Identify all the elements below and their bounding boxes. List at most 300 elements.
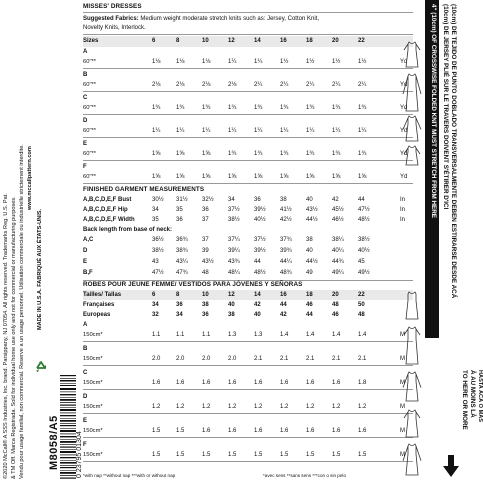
- metric-value: 1.2: [176, 404, 185, 410]
- metric-value: 1.2: [152, 404, 161, 410]
- measure-value: 34: [152, 207, 159, 213]
- yardage-value: 2¼: [306, 82, 315, 88]
- suggested-text-2: Novelty Knits, Interlock.: [83, 25, 146, 31]
- yardage-value: 1¾: [152, 105, 161, 111]
- metric-value: 1.4: [280, 332, 289, 338]
- yardage-chart: [83, 0, 413, 480]
- size-header: 6: [152, 38, 156, 44]
- dress-sketch-icon: [401, 290, 423, 320]
- metric-size: 12: [228, 292, 235, 298]
- unit-label: Yd: [400, 105, 408, 111]
- hasta-text: HASTA ACÁ O MÁS: [477, 370, 483, 422]
- metric-value: 1.6: [280, 428, 289, 434]
- yardage-value: 1⅛: [202, 59, 211, 65]
- yardage-value: 1¾: [176, 105, 185, 111]
- row-divider: [83, 389, 413, 390]
- dress-sketch-icon: [401, 408, 423, 438]
- yardage-value: 1¼: [280, 128, 289, 134]
- finished-title: FINISHED GARMENT MEASUREMENTS: [83, 186, 205, 193]
- metric-size: 10: [202, 292, 209, 298]
- row-divider: [83, 114, 413, 115]
- back-length-value: 43¼: [176, 259, 188, 265]
- suggested-fabrics: [83, 15, 319, 23]
- yardage-value: 2⅛: [176, 82, 185, 88]
- measure-value: 30½: [152, 197, 164, 203]
- footnote-left: *with nap **without nap ***with or without nap: [83, 473, 176, 478]
- au-moins-text: À AU MOINS LÀ: [469, 370, 476, 418]
- yardage-value: 2⅛: [152, 82, 161, 88]
- metric-value: 1.2: [202, 404, 211, 410]
- back-length-value: 44½: [306, 259, 318, 265]
- yardage-value: 1⅝: [280, 174, 289, 180]
- view-label: F: [83, 164, 87, 170]
- unit-label: Yd: [400, 128, 408, 134]
- yardage-value: 1½: [306, 59, 315, 65]
- website-text: www.mccallpattern.com: [27, 146, 33, 210]
- dress-sketch-icon: [401, 370, 423, 402]
- suggested-text: Medium weight moderate stretch knits such as: Jersey, Cotton Knit,: [140, 16, 319, 22]
- metric-view-label: A: [83, 322, 88, 328]
- metric-size: 18: [306, 292, 313, 298]
- metric-size: 34: [176, 312, 183, 318]
- back-length-value: 49: [306, 270, 313, 276]
- measure-value: 40: [306, 197, 313, 203]
- measure-value: 42: [332, 197, 339, 203]
- metric-value: 1.2: [280, 404, 289, 410]
- arrow-down-icon: [443, 455, 459, 477]
- metric-size-label: Tailles/ Tallas: [83, 292, 122, 298]
- back-length-value: 38¾: [176, 248, 188, 254]
- measure-value: 44: [358, 197, 365, 203]
- metric-value: 1.2: [358, 404, 367, 410]
- yardage-value: 2⅛: [202, 82, 211, 88]
- row-divider: [83, 68, 413, 69]
- back-view-label: B,F: [83, 270, 93, 276]
- back-length-value: 37: [202, 237, 209, 243]
- yardage-value: 1½: [358, 59, 367, 65]
- row-divider: [83, 183, 413, 184]
- yardage-value: 2¼: [280, 82, 289, 88]
- unit-label: In: [400, 197, 406, 203]
- measure-value: 31½: [176, 197, 188, 203]
- dress-sketch-icon: [401, 114, 423, 142]
- back-length-value: 48¼: [228, 270, 240, 276]
- metric-size: 46: [306, 302, 313, 308]
- yardage-value: 2¼: [254, 82, 263, 88]
- fabric-width: 60"**: [83, 151, 97, 157]
- barcode: [60, 375, 76, 480]
- stretch-bar-text: 4" (10cm) OF CROSSWISE FOLDED KNIT MUST STRETCH FROM HERE: [430, 4, 437, 218]
- measure-value: 47½: [358, 207, 370, 213]
- dress-sketch-icon: [401, 325, 423, 365]
- fabric-width: 60"**: [83, 105, 97, 111]
- yardage-value: 1½: [280, 59, 289, 65]
- metric-view-label: E: [83, 418, 88, 424]
- row-divider: [83, 160, 413, 161]
- metric-size: 38: [228, 312, 235, 318]
- size-header: 20: [332, 38, 339, 44]
- metric-size: 40: [254, 312, 261, 318]
- back-length-value: 36½: [152, 237, 164, 243]
- dress-sketch-icon: [401, 72, 423, 112]
- yardage-value: 1¼: [332, 128, 341, 134]
- dress-sketch-icon: [401, 144, 423, 166]
- fabric-width: 60"**: [83, 59, 97, 65]
- yardage-value: 1⅛: [152, 59, 161, 65]
- back-length-value: 38½: [358, 237, 370, 243]
- metric-size: 6: [152, 292, 156, 298]
- yardage-value: 1¼: [254, 128, 263, 134]
- unit-label: Yd: [400, 174, 408, 180]
- back-view-label: E: [83, 259, 88, 265]
- yardage-value: 1¾: [332, 105, 341, 111]
- yardage-value: 1¼: [254, 59, 263, 65]
- unit-label: Yd: [400, 151, 408, 157]
- back-length-value: 47¾: [176, 270, 188, 276]
- yardage-value: 1⅝: [176, 174, 185, 180]
- metric-value: 1.3: [254, 332, 263, 338]
- yardage-value: 1⅝: [202, 174, 211, 180]
- metric-value: 2.0: [152, 356, 161, 362]
- metric-size: 34: [152, 302, 159, 308]
- back-length-value: 44¼: [280, 259, 292, 265]
- metric-value: 1.5: [228, 452, 237, 458]
- metric-value: 1.4: [306, 332, 315, 338]
- metric-size: 22: [358, 292, 365, 298]
- unit-label: In: [400, 207, 406, 213]
- back-length-value: 48: [202, 270, 209, 276]
- metric-value: 1.8: [358, 380, 367, 386]
- recycle-icon: [33, 360, 49, 376]
- measure-value: 46½: [332, 217, 344, 223]
- fabric-width: 60"**: [83, 174, 97, 180]
- metric-value: 1.4: [332, 332, 341, 338]
- metric-value: 2.0: [202, 356, 211, 362]
- back-length-value: 37¼: [228, 237, 240, 243]
- metric-size: 36: [176, 302, 183, 308]
- unit-label: M: [400, 356, 405, 362]
- size-header: 16: [280, 38, 287, 44]
- yardage-value: 1¼: [358, 128, 367, 134]
- metric-value: 1.5: [280, 452, 289, 458]
- back-length-value: 37½: [254, 237, 266, 243]
- back-length-value: 40½: [358, 248, 370, 254]
- metric-value: 2.0: [176, 356, 185, 362]
- back-length-value: 43: [152, 259, 159, 265]
- metric-value: 1.5: [332, 452, 341, 458]
- metric-value: 1.6: [176, 380, 185, 386]
- metric-value: 1.5: [152, 428, 161, 434]
- yardage-value: 1⅝: [152, 174, 161, 180]
- to-here-text: TO HERE OR MORE: [461, 370, 468, 430]
- metric-value: 1.1: [176, 332, 185, 338]
- metric-width: 150cm*: [83, 452, 103, 458]
- metric-title: ROBES POUR JEUNE FEMME/ VESTIDOS PARA JÓVENES Y SEÑORAS: [83, 281, 303, 288]
- metric-value: 1.2: [332, 404, 341, 410]
- metric-value: 2.1: [358, 356, 367, 362]
- back-length-value: 48¾: [280, 270, 292, 276]
- back-length-value: 43¾: [228, 259, 240, 265]
- yardage-value: 1⅝: [202, 151, 211, 157]
- unit-label: Yd: [400, 59, 408, 65]
- measure-value: 35: [176, 207, 183, 213]
- made-in-text: MADE IN U.S.A. FABRIQUÉ AUX ÉTATS-UNIS.: [37, 208, 43, 330]
- unit-label: M: [400, 428, 405, 434]
- yardage-value: 1¾: [228, 105, 237, 111]
- metric-value: 1.2: [306, 404, 315, 410]
- yardage-value: 2¼: [358, 82, 367, 88]
- yardage-value: 1¾: [228, 151, 237, 157]
- metric-width: 150cm*: [83, 380, 103, 386]
- metric-view-label: C: [83, 370, 88, 376]
- metric-size: 32: [152, 312, 159, 318]
- row-divider: [83, 341, 413, 342]
- row-divider: [83, 437, 413, 438]
- metric-size: 42: [280, 312, 287, 318]
- metric-value: 2.1: [306, 356, 315, 362]
- metric-size: 50: [358, 302, 365, 308]
- back-length-value: 48½: [254, 270, 266, 276]
- back-length-value: 49½: [358, 270, 370, 276]
- dress-sketch-icon: [401, 442, 423, 476]
- back-length-value: 38½: [152, 248, 164, 254]
- size-header: 8: [176, 38, 180, 44]
- unit-label: M: [400, 332, 405, 338]
- back-length-value: 40: [306, 248, 313, 254]
- size-header: 14: [254, 38, 261, 44]
- measure-value: 32½: [202, 197, 214, 203]
- measure-value: 38½: [228, 217, 240, 223]
- metric-value: 1.5: [176, 452, 185, 458]
- copyright-line-3: Vendu pour usage familial, non commercial. Reserve a un usage personnel. Utilisation commerciale ou industrielle strictement interdite.: [19, 144, 25, 479]
- size-header: 22: [358, 38, 365, 44]
- metric-value: 1.6: [280, 380, 289, 386]
- unit-label: M: [400, 404, 405, 410]
- metric-value: 1.4: [358, 332, 367, 338]
- metric-value: 1.6: [202, 428, 211, 434]
- copyright-line-2: & TM Off. Marca Registrada. Sold for individual home use only and not for commercial or manufacturing purposes.: [11, 196, 17, 479]
- yardage-value: 1¾: [358, 105, 367, 111]
- barcode-digits: 0 23795 01304: [76, 431, 83, 478]
- measure-value: 41½: [280, 207, 292, 213]
- yardage-value: 1⅝: [358, 174, 367, 180]
- yardage-value: 1¾: [358, 151, 367, 157]
- yardage-value: 1¼: [228, 128, 237, 134]
- yardage-value: 1¾: [280, 151, 289, 157]
- metric-size: 42: [254, 302, 261, 308]
- measure-value: 36: [176, 217, 183, 223]
- back-length-value: 39¾: [280, 248, 292, 254]
- measure-value: 37½: [228, 207, 240, 213]
- back-view-label: A,C: [83, 237, 94, 243]
- yardage-value: 1⅝: [228, 174, 237, 180]
- unit-label: Yd: [400, 82, 408, 88]
- metric-value: 1.6: [228, 380, 237, 386]
- footnote-right: *avec sens **sans sens ***con o sin pelo: [263, 473, 346, 478]
- measure-value: 48½: [358, 217, 370, 223]
- yardage-value: 1¾: [280, 105, 289, 111]
- metric-size: 48: [358, 312, 365, 318]
- sizes-label: Sizes: [83, 38, 99, 44]
- metric-value: 1.5: [358, 452, 367, 458]
- metric-size-label: Françaises: [83, 302, 115, 308]
- view-label: B: [83, 72, 88, 78]
- measure-label: A,B,C,D,E,F Hip: [83, 207, 128, 213]
- yardage-value: 1¼: [202, 128, 211, 134]
- stretch-fr-text: (10cm) DE JERSEY PLIÉ SUR LE TRAVERS DOIVENT S'ÉTIRER D'ICI: [442, 4, 449, 210]
- metric-size: 48: [332, 302, 339, 308]
- metric-value: 2.0: [228, 356, 237, 362]
- copyright-line-1: ©2020 McCall® A SSS Industries, Inc. brand. Parsippany, NJ 07054. All rights reserved. Trademarks Reg. U.S. Pat.: [3, 193, 9, 479]
- yardage-value: 1¼: [152, 128, 161, 134]
- stretch-es-text: (10cm) DE TEJIDO DE PUNTO DOBLADO TRANSVERSALMENTE DEBEN ESTIRARSE DESDE ACÁ: [450, 4, 457, 299]
- metric-size: 38: [202, 302, 209, 308]
- yardage-value: 1⅝: [306, 174, 315, 180]
- metric-value: 1.6: [202, 380, 211, 386]
- metric-size: 14: [254, 292, 261, 298]
- metric-value: 1.1: [202, 332, 211, 338]
- back-length-value: 37¾: [280, 237, 292, 243]
- yardage-value: 1⅛: [176, 59, 185, 65]
- measure-label: A,B,C,D,E,F Bust: [83, 197, 132, 203]
- back-length-value: 44: [254, 259, 261, 265]
- back-length-value: 38: [306, 237, 313, 243]
- metric-size: 20: [332, 292, 339, 298]
- back-length-value: 40¼: [332, 248, 344, 254]
- yardage-value: 2⅛: [228, 82, 237, 88]
- back-length-value: 49¼: [332, 270, 344, 276]
- metric-value: 2.1: [254, 356, 263, 362]
- yardage-value: 1⅝: [176, 151, 185, 157]
- yardage-value: 1⅝: [152, 151, 161, 157]
- metric-value: 1.3: [228, 332, 237, 338]
- back-length-value: 36¾: [176, 237, 188, 243]
- yardage-value: 1½: [332, 59, 341, 65]
- measure-value: 35: [152, 217, 159, 223]
- yardage-value: 1¾: [254, 151, 263, 157]
- measure-value: 43½: [306, 207, 318, 213]
- yardage-value: 1¾: [306, 105, 315, 111]
- back-length-value: 39: [202, 248, 209, 254]
- metric-size-label: Europeas: [83, 312, 111, 318]
- metric-value: 1.6: [332, 428, 341, 434]
- unit-label: M: [400, 380, 405, 386]
- yardage-value: 1¼: [228, 59, 237, 65]
- yardage-value: 1⅝: [254, 174, 263, 180]
- metric-value: 1.5: [152, 452, 161, 458]
- metric-size: 8: [176, 292, 180, 298]
- metric-value: 1.5: [176, 428, 185, 434]
- stretch-gauge-panel: [425, 0, 483, 480]
- metric-value: 1.5: [202, 452, 211, 458]
- metric-value: 1.5: [306, 452, 315, 458]
- metric-value: 1.1: [152, 332, 161, 338]
- yardage-value: 2¼: [332, 82, 341, 88]
- measure-label: A,B,C,D,E,F Width: [83, 217, 135, 223]
- view-label: D: [83, 118, 88, 124]
- metric-width: 150cm*: [83, 356, 103, 362]
- metric-value: 2.1: [332, 356, 341, 362]
- row-divider: [83, 365, 413, 366]
- metric-value: 1.6: [332, 380, 341, 386]
- yardage-value: 1¾: [254, 105, 263, 111]
- row-divider: [83, 413, 413, 414]
- metric-value: 1.6: [358, 428, 367, 434]
- measure-value: 34: [228, 197, 235, 203]
- measure-value: 42½: [280, 217, 292, 223]
- measure-value: 37: [202, 217, 209, 223]
- measure-value: 39½: [254, 207, 266, 213]
- section-title: MISSES' DRESSES: [83, 3, 142, 10]
- metric-view-label: B: [83, 346, 88, 352]
- yardage-value: 1¾: [306, 151, 315, 157]
- unit-label: In: [400, 217, 406, 223]
- metric-value: 2.1: [280, 356, 289, 362]
- suggested-label: Suggested Fabrics:: [83, 16, 139, 22]
- size-header: 18: [306, 38, 313, 44]
- back-length-value: 45: [358, 259, 365, 265]
- back-length-value: 38¼: [332, 237, 344, 243]
- back-length-value: 39½: [254, 248, 266, 254]
- metric-value: 1.6: [228, 428, 237, 434]
- metric-view-label: F: [83, 442, 87, 448]
- metric-value: 1.2: [228, 404, 237, 410]
- back-length-value: 44¾: [332, 259, 344, 265]
- metric-size: 46: [332, 312, 339, 318]
- measure-value: 40½: [254, 217, 266, 223]
- view-label: A: [83, 49, 88, 55]
- metric-value: 1.6: [306, 428, 315, 434]
- metric-view-label: D: [83, 394, 88, 400]
- row-divider: [83, 91, 413, 92]
- back-length-label: Back length from base of neck:: [83, 227, 173, 233]
- metric-value: 1.6: [152, 380, 161, 386]
- metric-size: 44: [280, 302, 287, 308]
- metric-value: 1.6: [254, 428, 263, 434]
- yardage-value: 1¼: [176, 128, 185, 134]
- size-header: 10: [202, 38, 209, 44]
- back-length-value: 39¼: [228, 248, 240, 254]
- pattern-number: M8058/A5: [48, 415, 60, 470]
- metric-value: 1.2: [254, 404, 263, 410]
- view-label: C: [83, 95, 88, 101]
- yardage-value: 1¼: [306, 128, 315, 134]
- measure-value: 44½: [306, 217, 318, 223]
- view-label: E: [83, 141, 88, 147]
- fabric-width: 60"**: [83, 128, 97, 134]
- metric-size: 44: [306, 312, 313, 318]
- row-divider: [83, 461, 413, 462]
- metric-value: 1.5: [254, 452, 263, 458]
- row-divider: [83, 137, 413, 138]
- back-length-value: 47½: [152, 270, 164, 276]
- metric-size: 36: [202, 312, 209, 318]
- size-header: 12: [228, 38, 235, 44]
- metric-size: 40: [228, 302, 235, 308]
- fabric-width: 60"**: [83, 82, 97, 88]
- dress-sketch-icon: [401, 40, 423, 68]
- back-length-value: 43½: [202, 259, 214, 265]
- metric-width: 150cm*: [83, 404, 103, 410]
- yardage-value: 1⅝: [332, 174, 341, 180]
- measure-value: 36: [202, 207, 209, 213]
- metric-width: 150cm*: [83, 332, 103, 338]
- measure-value: 38: [280, 197, 287, 203]
- yardage-value: 1¾: [332, 151, 341, 157]
- metric-value: 1.6: [254, 380, 263, 386]
- metric-size: 16: [280, 292, 287, 298]
- unit-label: M: [400, 452, 405, 458]
